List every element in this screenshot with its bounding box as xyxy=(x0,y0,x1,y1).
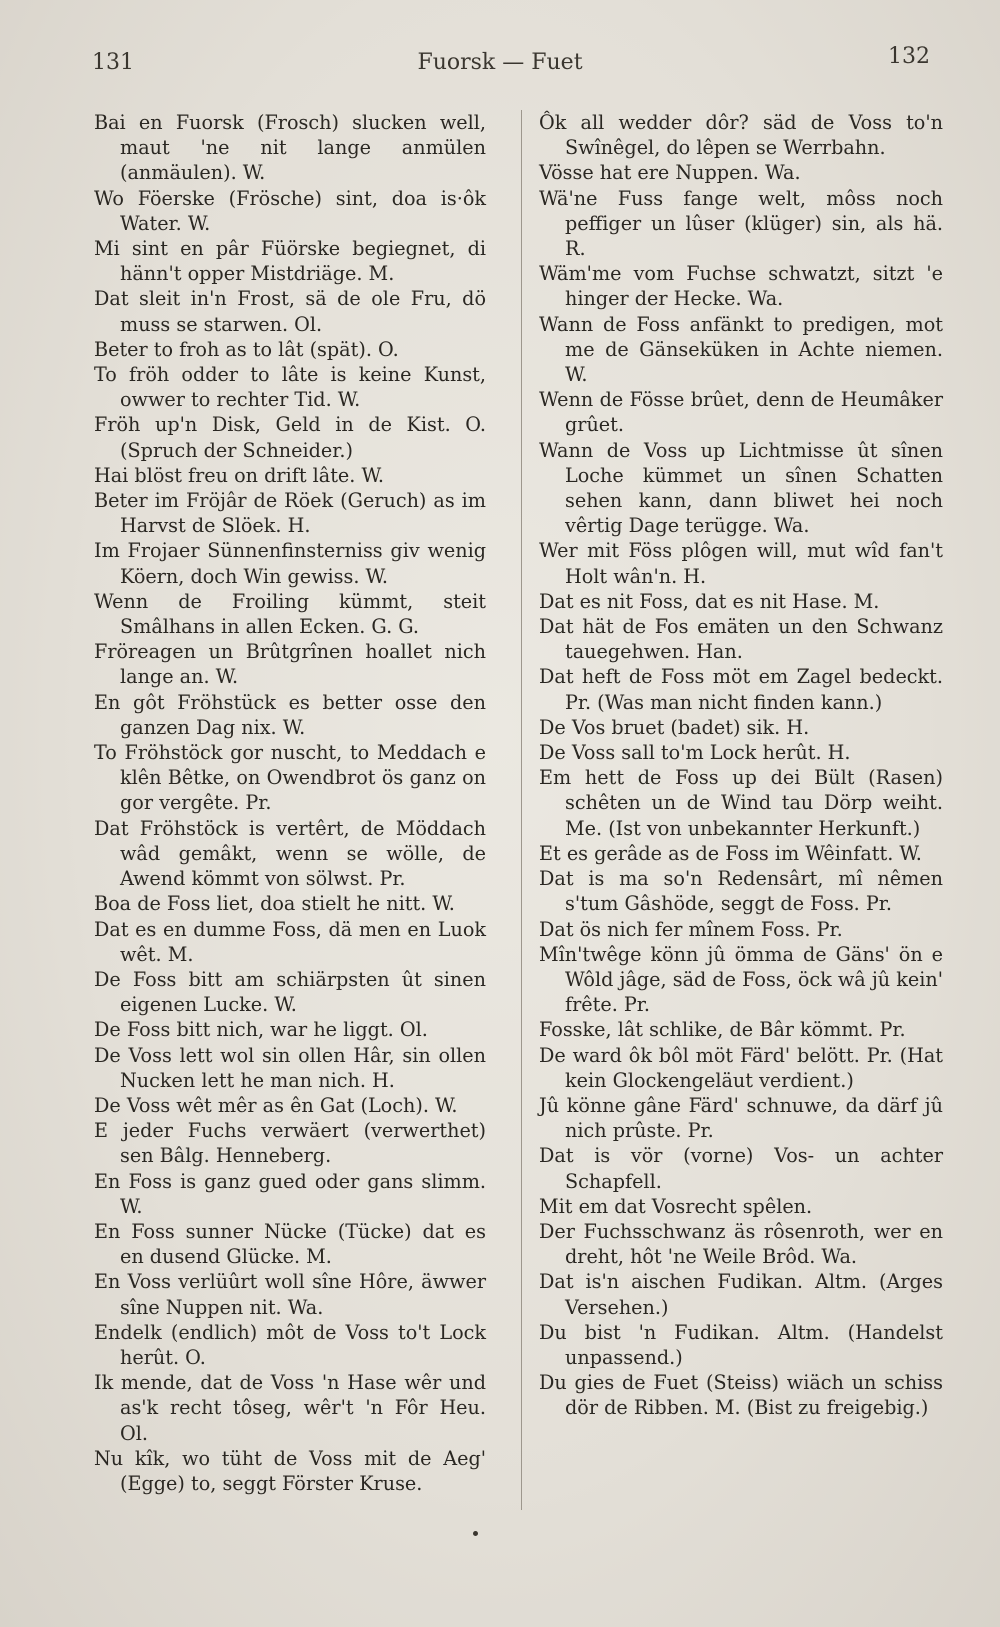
proverb-entry: Wer mit Föss plôgen will, mut wîd fan't Holt wân'n. H. xyxy=(539,539,943,588)
proverb-entry: Du bist 'n Fudikan. Altm. (Handelst unpassend.) xyxy=(539,1320,943,1369)
ink-speck xyxy=(473,1531,478,1536)
proverb-entry: Fosske, lât schlike, de Bâr kömmt. Pr. xyxy=(539,1018,906,1042)
proverb-entry: Dat es en dumme Foss, dä men en Luok wêt. M. xyxy=(94,917,486,966)
proverb-entry: Dat heft de Foss möt em Zagel bedeckt. Pr. (Was man nicht finden kann.) xyxy=(539,665,943,714)
proverb-entry: De Voss sall to'm Lock herût. H. xyxy=(539,741,851,765)
proverb-entry: Du gies de Fuet (Steiss) wiäch un schiss dör de Ribben. M. (Bist zu freigebig.) xyxy=(539,1371,943,1420)
proverb-entry: Ik mende, dat de Voss 'n Hase wêr und as'k recht tôseg, wêr't 'n Fôr Heu. Ol. xyxy=(94,1371,486,1445)
proverb-entry: E jeder Fuchs verwäert (verwerthet) sen Bâlg. Henneberg. xyxy=(94,1119,486,1168)
proverb-entry: Mîn'twêge könn jû ömma de Gäns' ön e Wôld jâge, säd de Foss, öck wâ jû kein' frête. Pr. xyxy=(539,942,943,1017)
proverb-entry: Boa de Foss liet, doa stielt he nitt. W. xyxy=(94,892,455,916)
proverb-entry: En Voss verlüûrt woll sîne Hôre, äwwer sîne Nuppen nit. Wa. xyxy=(94,1270,486,1319)
proverb-entry: De Vos bruet (badet) sik. H. xyxy=(539,715,810,739)
proverb-entry: Vösse hat ere Nuppen. Wa. xyxy=(539,161,801,185)
proverb-entry: To fröh odder to lâte is keine Kunst, owwer to rechter Tid. W. xyxy=(94,363,486,412)
proverb-entry: Dat Fröhstöck is vertêrt, de Möddach wâd gemâkt, wenn se wölle, de Awend kömmt von sölwst. Pr. xyxy=(94,816,486,891)
proverb-entry: Mit em dat Vosrecht spêlen. xyxy=(539,1194,813,1218)
proverb-entry: Endelk (endlich) môt de Voss to't Lock herût. O. xyxy=(94,1320,486,1369)
left-column xyxy=(94,110,486,1496)
proverb-entry: Hai blöst freu on drift lâte. W. xyxy=(94,463,384,487)
proverb-entry: De Foss bitt am schiärpsten ût sinen eigenen Lucke. W. xyxy=(94,967,486,1017)
proverb-entry: Et es gerâde as de Foss im Wêinfatt. W. xyxy=(539,841,922,865)
proverb-entry: Jû könne gâne Färd' schnuwe, da därf jû nich prûste. Pr. xyxy=(539,1093,943,1143)
proverb-entry: De ward ôk bôl möt Färd' belött. Pr. (Hat kein Glockengeläut verdient.) xyxy=(539,1043,943,1092)
proverb-entry: Wenn de Froiling kümmt, steit Smâlhans in allen Ecken. G. G. xyxy=(94,589,486,639)
proverb-entry: En Foss is ganz gued oder gans slimm. W. xyxy=(94,1169,486,1218)
proverb-entry: Fröh up'n Disk, Geld in de Kist. O. (Spruch der Schneider.) xyxy=(94,413,486,462)
proverb-entry: Bai en Fuorsk (Frosch) slucken well, maut 'ne nit lange anmülen (anmäulen). W. xyxy=(94,111,486,185)
column-divider xyxy=(521,110,522,1510)
proverb-entry: Dat sleit in'n Frost, sä de ole Fru, dö muss se starwen. Ol. xyxy=(94,287,486,336)
proverb-entry: Beter to froh as to lât (spät). O. xyxy=(94,337,399,361)
proverb-entry: Fröreagen un Brûtgrînen hoallet nich lange an. W. xyxy=(94,640,486,689)
proverb-entry: Dat hät de Fos emäten un den Schwanz tauegehwen. Han. xyxy=(539,615,943,664)
proverb-entry: Wä'ne Fuss fange welt, môss noch peffiger un lûser (klüger) sin, als hä. R. xyxy=(539,186,943,261)
proverb-entry: De Voss lett wol sin ollen Hâr, sin ollen Nucken lett he man nich. H. xyxy=(94,1043,486,1092)
proverb-entry: Dat es nit Foss, dat es nit Hase. M. xyxy=(539,589,880,613)
proverb-entry: De Voss wêt mêr as ên Gat (Loch). W. xyxy=(94,1093,458,1117)
right-column xyxy=(539,110,943,1421)
proverb-entry: Dat is'n aischen Fudikan. Altm. (Arges Versehen.) xyxy=(539,1270,943,1319)
proverb-entry: Nu kîk, wo tüht de Voss mit de Aeg' (Egge) to, seggt Förster Kruse. xyxy=(94,1446,486,1495)
proverb-entry: En Foss sunner Nücke (Tücke) dat es en dusend Glücke. M. xyxy=(94,1219,486,1269)
proverb-entry: Mi sint en pâr Füörske begiegnet, di hänn't opper Mistdriäge. M. xyxy=(94,237,486,286)
proverb-entry: Der Fuchsschwanz äs rôsenroth, wer en dreht, hôt 'ne Weile Brôd. Wa. xyxy=(539,1219,943,1269)
proverb-entry: Im Frojaer Sünnenfinsterniss giv wenig Köern, doch Win gewiss. W. xyxy=(94,539,486,588)
proverb-entry: Dat ös nich fer mînem Foss. Pr. xyxy=(539,917,843,941)
proverb-entry: Wo Föerske (Frösche) sint, doa is·ôk Water. W. xyxy=(94,186,486,235)
proverb-entry: To Fröhstöck gor nuscht, to Meddach e klên Bêtke, on Owendbrot ös ganz on gor vergête. Pr. xyxy=(94,741,486,815)
right-page-number: 132 xyxy=(888,44,930,69)
proverb-entry: Dat is vör (vorne) Vos- un achter Schapfell. xyxy=(539,1144,943,1193)
proverb-entry: Wäm'me vom Fuchse schwatzt, sitzt 'e hinger der Hecke. Wa. xyxy=(539,262,943,311)
proverb-entry: Dat is ma so'n Redensârt, mî nêmen s'tum Gâshöde, seggt de Foss. Pr. xyxy=(539,867,943,916)
running-head: Fuorsk — Fuet xyxy=(417,50,583,75)
proverb-entry: Wann de Foss anfänkt to predigen, mot me de Gänseküken in Achte niemen. W. xyxy=(539,312,943,387)
proverb-entry: En gôt Fröhstück es better osse den ganzen Dag nix. W. xyxy=(94,690,486,739)
proverb-entry: Beter im Fröjâr de Röek (Geruch) as im Harvst de Slöek. H. xyxy=(94,489,486,538)
proverb-entry: Wenn de Fösse brûet, denn de Heumâker grûet. xyxy=(539,388,943,437)
proverb-entry: Ôk all wedder dôr? säd de Voss to'n Swînêgel, do lêpen se Werrbahn. xyxy=(539,111,943,160)
proverb-entry: Wann de Voss up Lichtmisse ût sînen Loche kümmet un sînen Schatten sehen kann, dann bliwet hei noch vêrtig Dage terügge. Wa. xyxy=(539,438,943,538)
left-page-number: 131 xyxy=(92,50,134,75)
proverb-entry: De Foss bitt nich, war he liggt. Ol. xyxy=(94,1018,428,1042)
proverb-entry: Em hett de Foss up dei Bült (Rasen) schêten un de Wind tau Dörp weiht. Me. (Ist von unbekannter Herkunft.) xyxy=(539,766,943,840)
